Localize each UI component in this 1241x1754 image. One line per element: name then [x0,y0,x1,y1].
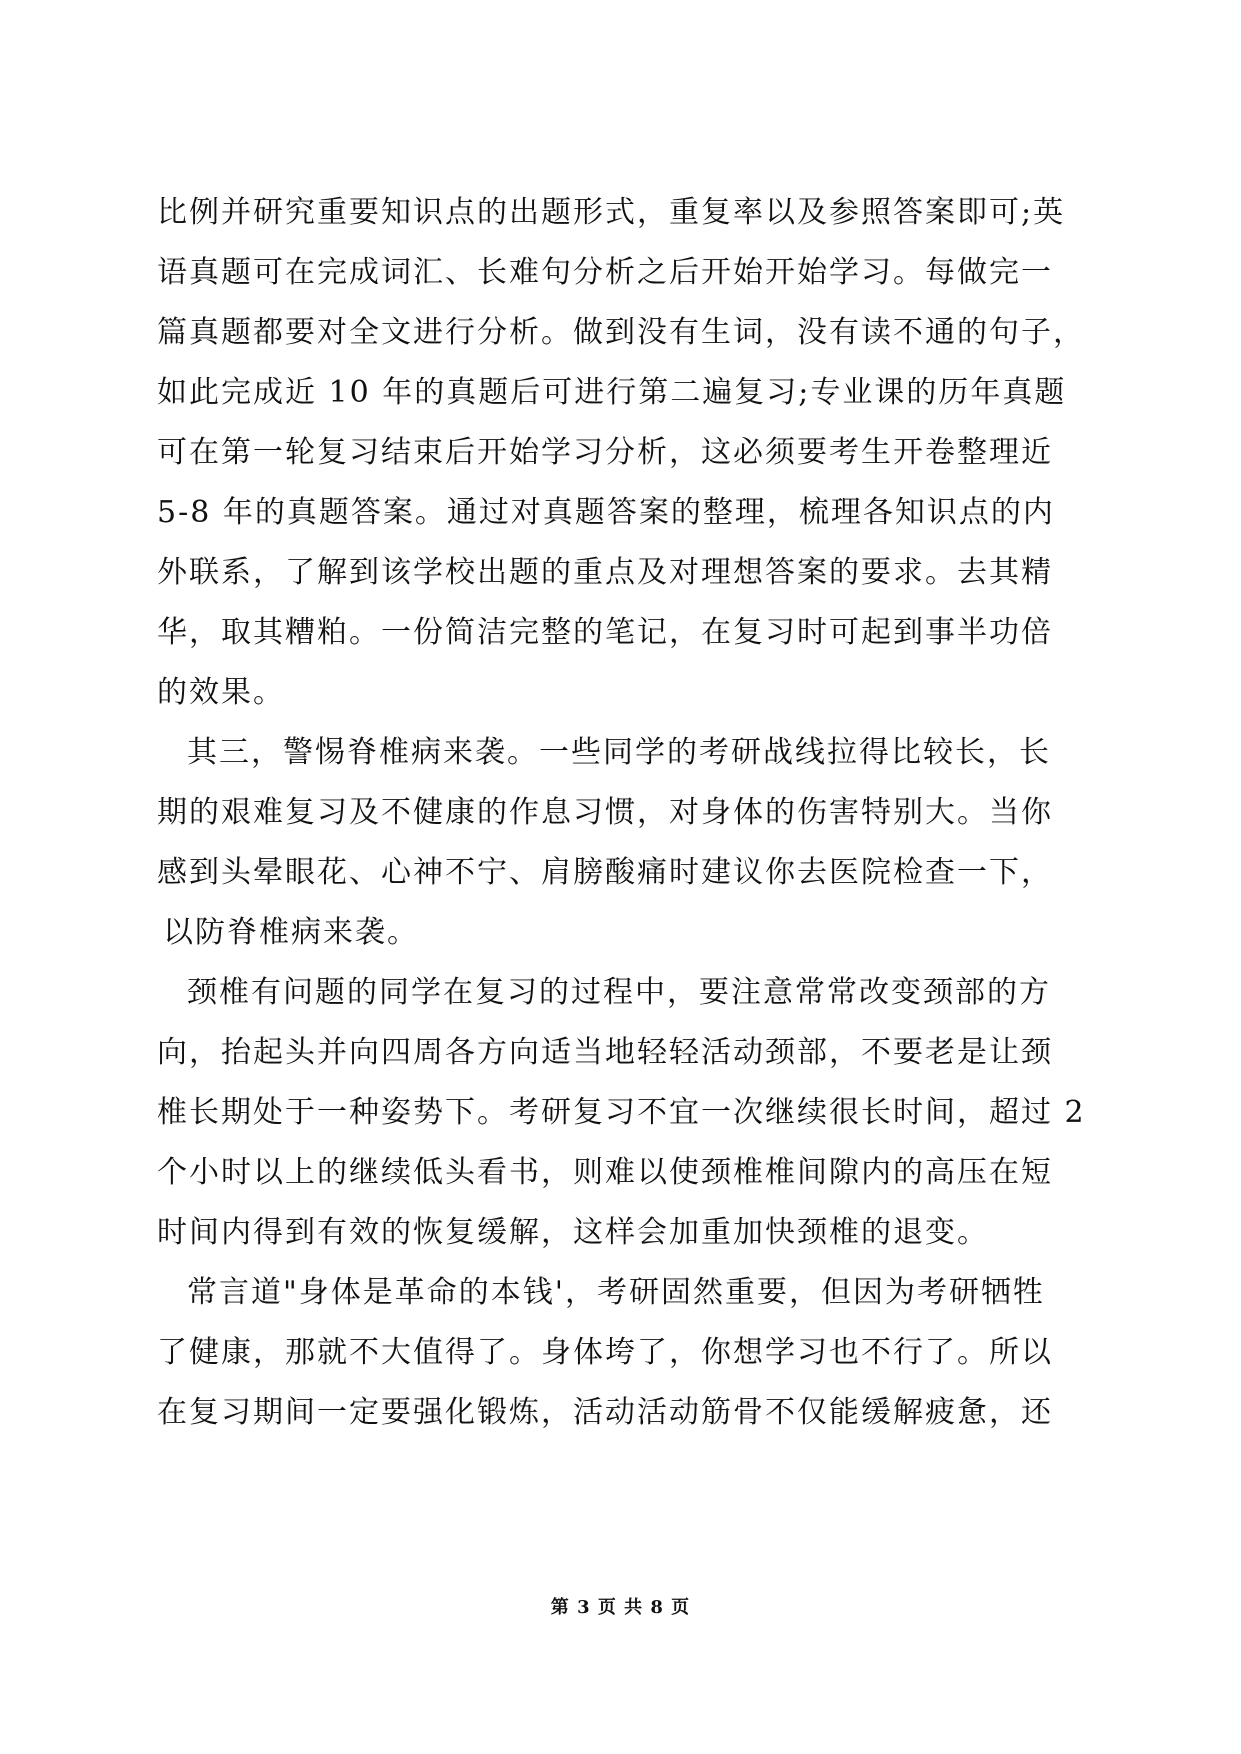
paragraph-start-line: 常言道"身体是革命的本钱'，考研固然重要，但因为考研牺牲 [187,1275,1046,1310]
page-number-footer: 第 3 页 共 8 页 [550,1597,691,1618]
text-line: 在复习期间一定要强化锻炼，活动活动筋骨不仅能缓解疲惫，还 [157,1395,1053,1430]
text-line: 向，抬起头并向四周各方向适当地轻轻活动颈部，不要老是让颈 [157,1035,1053,1070]
paragraph-start-line: 颈椎有问题的同学在复习的过程中，要注意常常改变颈部的方 [187,975,1051,1010]
text-line: 5-8 年的真题答案。通过对真题答案的整理，梳理各知识点的内 [157,495,1055,530]
text-line: 期的艰难复习及不健康的作息习惯，对身体的伤害特别大。当你 [157,795,1053,830]
text-line: 篇真题都要对全文进行分析。做到没有生词，没有读不通的句子， [157,315,1085,350]
document-body [157,183,1087,1443]
text-line: 时间内得到有效的恢复缓解，这样会加重加快颈椎的退变。 [157,1215,989,1250]
text-line: 椎长期处于一种姿势下。考研复习不宜一次继续很长时间，超过 2 [157,1095,1086,1130]
paragraph-start-line: 其三，警惕脊椎病来袭。一些同学的考研战线拉得比较长，长 [187,735,1051,770]
text-line: 感到头晕眼花、心神不宁、肩膀酸痛时建议你去医院检查一下， [157,855,1053,890]
text-line: 外联系，了解到该学校出题的重点及对理想答案的要求。去其精 [157,555,1053,590]
text-line: 华，取其糟粕。一份简洁完整的笔记，在复习时可起到事半功倍 [157,615,1053,650]
text-line: 比例并研究重要知识点的出题形式，重复率以及参照答案即可;英 [157,195,1066,230]
text-line: 如此完成近 10 年的真题后可进行第二遍复习;专业课的历年真题 [157,375,1067,410]
text-line: 个小时以上的继续低头看书，则难以使颈椎椎间隙内的高压在短 [157,1155,1053,1190]
text-line: 语真题可在完成词汇、长难句分析之后开始开始学习。每做完一 [157,255,1053,290]
text-line: 了健康，那就不大值得了。身体垮了，你想学习也不行了。所以 [157,1335,1053,1370]
text-line: 以防脊椎病来袭。 [163,915,419,950]
text-line: 可在第一轮复习结束后开始学习分析，这必须要考生开卷整理近 [157,435,1053,470]
text-line: 的效果。 [157,675,285,710]
